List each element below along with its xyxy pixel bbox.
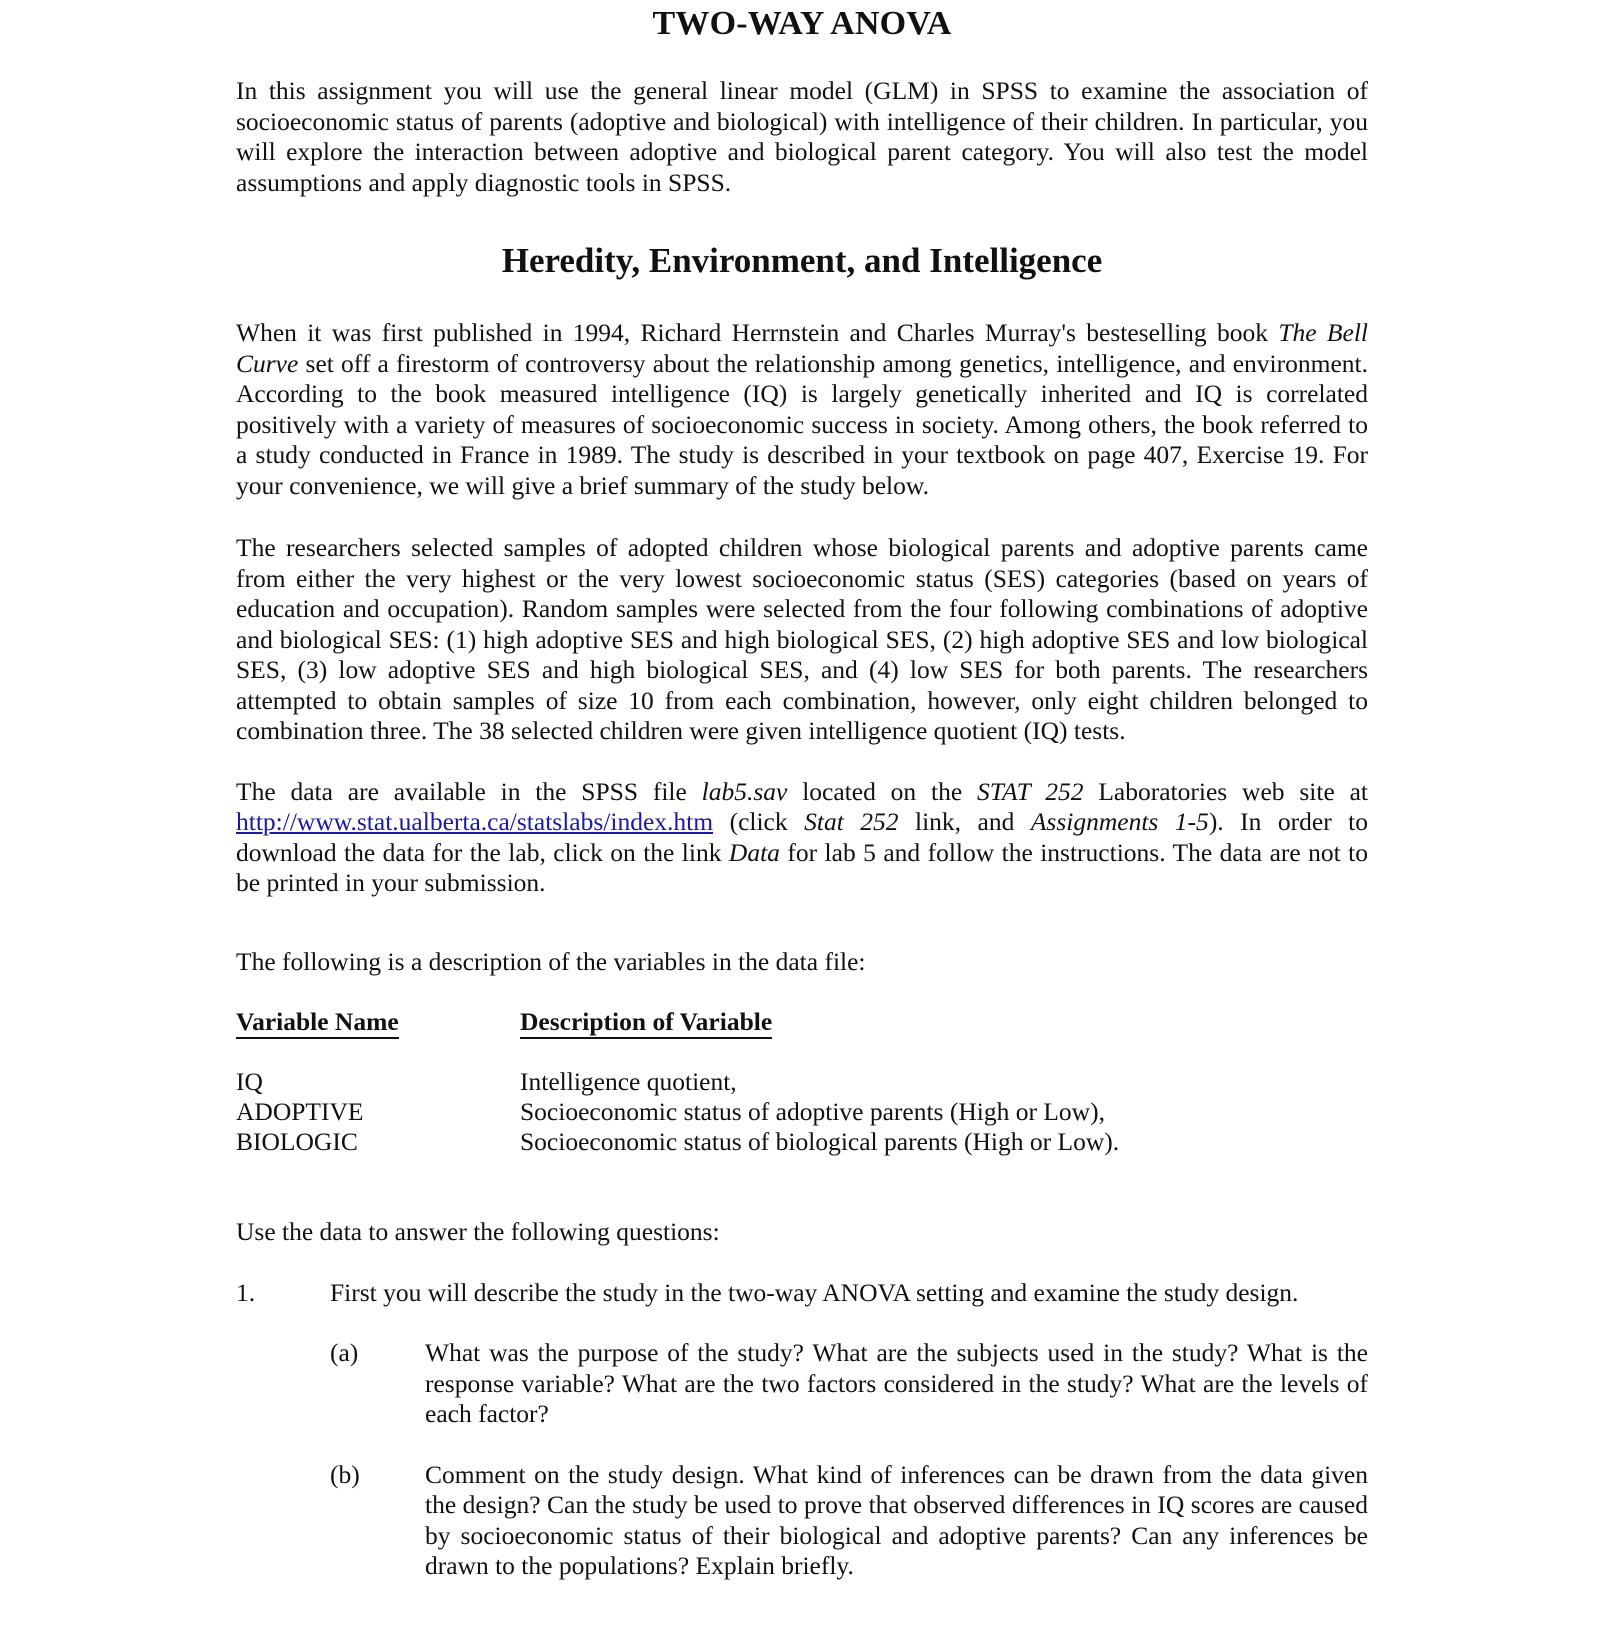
course-name: STAT 252 xyxy=(977,776,1084,806)
variable-description-header: Description of Variable xyxy=(520,1007,772,1039)
para3-text-7: for lab 5 and follow the instructions. The data are not to be printed in your submission. xyxy=(236,837,1368,897)
para3-text-2: located on the xyxy=(787,776,978,806)
para3-text-5: link, and xyxy=(898,807,1031,836)
question-1b xyxy=(330,1460,1368,1582)
variable-name: ADOPTIVE xyxy=(236,1097,364,1126)
variable-description: Socioeconomic status of adoptive parents (High or Low), xyxy=(520,1097,1105,1126)
para3-text-3: Laboratories web site at xyxy=(1083,776,1369,806)
question-1a xyxy=(330,1338,1368,1430)
stat-link-name: Stat 252 xyxy=(804,807,899,836)
labs-website-link[interactable]: http://www.stat.ualberta.ca/statslabs/index.htm xyxy=(236,807,714,836)
table-row xyxy=(236,1097,1368,1127)
data-availability-paragraph xyxy=(236,777,1368,899)
study-paragraph: The researchers selected samples of adopted children whose biological parents and adoptive parents came from either the very highest or the very lowest socioeconomic status (SES) categories (based on years of education and occupation). Random samples were selected from the four following combinations of adoptive and biological SES: (1) high adoptive SES and high biological SES, (2) high adoptive SES and low biological SES, (3) low adoptive SES and high biological SES, and (4) low SES for both parents. The researchers attempted to obtain samples of size 10 from each combination, however, only eight children belonged to combination three. The 38 selected children were given intelligence quotient (IQ) tests. xyxy=(236,533,1368,745)
variable-name-header: Variable Name xyxy=(236,1007,399,1039)
para3-text-4: (click xyxy=(713,807,805,836)
book-title: The Bell Curve xyxy=(236,318,1368,378)
question-number: 1. xyxy=(236,1277,256,1307)
para1-text-b: set off a firestorm of controversy about the relationship among genetics, intelligence, and environment. According to the book measured intelligence (IQ) is largely genetically inherited and IQ is correlated positively with a variety of measures of socioeconomic success in society. Among others, the book referred to a study conducted in France in 1989. The study is described in your textbook on page 407, Exercise 19. For your convenience, we will give a brief summary of the study below. xyxy=(236,348,1368,500)
question-text: First you will describe the study in the two-way ANOVA setting and examine the study design. xyxy=(330,1277,1299,1307)
variable-name: BIOLOGIC xyxy=(236,1127,358,1156)
data-link-name: Data xyxy=(728,837,780,867)
background-paragraph xyxy=(236,318,1368,501)
variables-table xyxy=(236,1007,1368,1157)
question-1 xyxy=(236,1278,1368,1309)
subquestion-label: (b) xyxy=(330,1459,360,1489)
table-row xyxy=(236,1067,1368,1097)
section-heading: Heredity, Environment, and Intelligence xyxy=(501,241,1103,280)
table-row xyxy=(236,1127,1368,1157)
data-file-name: lab5.sav xyxy=(701,776,788,806)
variable-description: Intelligence quotient, xyxy=(520,1067,737,1096)
para3-text-6: ). In order to download the data for the lab, click on the link xyxy=(236,807,1368,867)
para3-text-1: The data are available in the SPSS file xyxy=(236,776,702,806)
variable-name: IQ xyxy=(236,1067,263,1096)
intro-paragraph: In this assignment you will use the general linear model (GLM) in SPSS to examine the association of socioeconomic status of parents (adoptive and biological) with intelligence of their children. In particular, you will explore the interaction between adoptive and biological parent category. You will also test the model assumptions and apply diagnostic tools in SPSS. xyxy=(236,76,1368,197)
variables-header-row xyxy=(236,1007,1368,1037)
document-page xyxy=(236,0,1368,1582)
subquestion-text: Comment on the study design. What kind of inferences can be drawn from the data given the design? Can the study be used to prove that observed differences in IQ scores are caused by socioeconomic status of their biological and adoptive parents? Can any inferences be drawn to the populations? Explain briefly. xyxy=(425,1459,1368,1580)
para1-text-a: When it was first published in 1994, Richard Herrnstein and Charles Murray's besteselling book xyxy=(236,318,1279,347)
subquestion-label: (a) xyxy=(330,1338,359,1367)
variables-intro: The following is a description of the variables in the data file: xyxy=(236,946,866,976)
questions-intro: Use the data to answer the following questions: xyxy=(236,1217,720,1246)
subquestion-text: What was the purpose of the study? What are the subjects used in the study? What is the response variable? What are the two factors considered in the study? What are the levels of each factor? xyxy=(425,1338,1368,1428)
assignments-link-name: Assignments 1-5 xyxy=(1030,807,1209,836)
document-title: TWO-WAY ANOVA xyxy=(652,5,952,42)
variable-description: Socioeconomic status of biological parents (High or Low). xyxy=(520,1127,1120,1156)
